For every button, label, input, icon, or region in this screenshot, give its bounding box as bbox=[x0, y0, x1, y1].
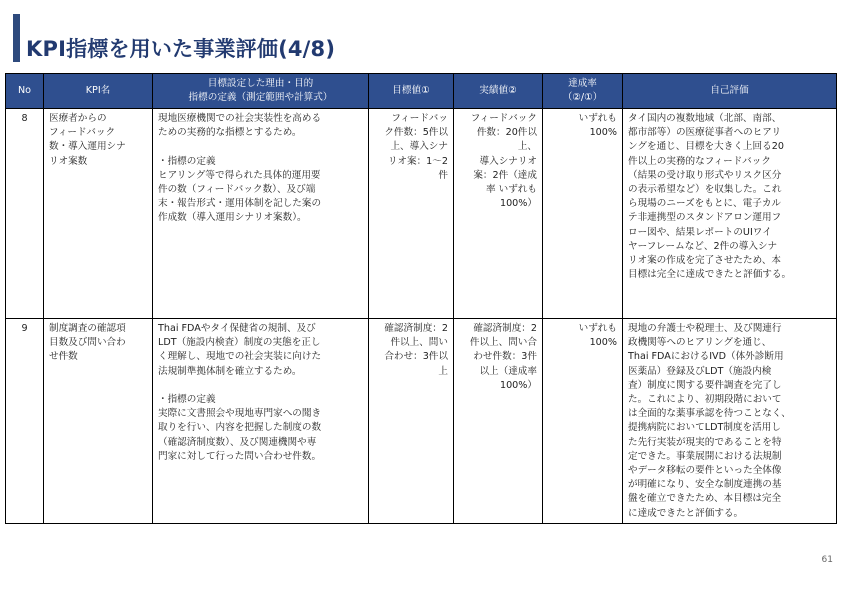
table-row bbox=[6, 109, 837, 319]
actual-value-cell: フィードバック 件数：20件以上、 導入シナリオ 案：2件（達成 率 いずれも 100%） bbox=[454, 109, 543, 319]
row-number: 8 bbox=[6, 109, 44, 319]
title-accent-bar bbox=[13, 14, 20, 62]
header-reason-definition: 目標設定した理由・目的 指標の定義（測定範囲や計算式） bbox=[153, 74, 369, 109]
self-evaluation-cell: タイ国内の複数地域（北部、南部、 都市部等）の医療従事者へのヒアリ ングを通じ、目標を大きく上回る20 件以上の実務的なフィードバック （結果の受け取り形式やリスク区分 の表示希望など）を収集した。これ ら現場のニーズをもとに、電子カル テ非連携型のスタンドアロン運用フ ロー図や、結果レポートのUIワイ ヤーフレームなど、2件の導入シナ リオ案の作成を完了させたため、本 目標は完全に達成できたと評価する。 bbox=[623, 109, 837, 319]
achievement-rate-cell: いずれも 100% bbox=[543, 319, 623, 524]
header-kpi-name: KPI名 bbox=[44, 74, 153, 109]
table-header-row bbox=[6, 74, 837, 109]
reason-definition-cell: Thai FDAやタイ保健省の規制、及び LDT（施設内検査）制度の実態を正し く理解し、現地での社会実装に向けた 法規制準拠体制を確立するため。 ・指標の定義 実際に文書照会や現地専門家への聞き 取りを行い、内容を把握した制度の数 （確認済制度数）、及び関連機関や専 門家に対して行った問い合わせ件数。 bbox=[153, 319, 369, 524]
header-achievement-rate: 達成率 （②/①） bbox=[543, 74, 623, 109]
achievement-rate-cell: いずれも 100% bbox=[543, 109, 623, 319]
reason-definition-cell: 現地医療機関での社会実装性を高める ための実務的な指標とするため。 ・指標の定義 ヒアリング等で得られた具体的運用要 件の数（フィードバック数）、及び端 末・報告形式・運用体制を記した案の 作成数（導入運用シナリオ案数）。 bbox=[153, 109, 369, 319]
actual-value-cell: 確認済制度：2 件以上、問い合 わせ件数：3件 以上（達成率 100%） bbox=[454, 319, 543, 524]
kpi-name-cell: 医療者からの フィードバック 数・導入運用シナ リオ案数 bbox=[44, 109, 153, 319]
target-value-cell: フィードバッ ク件数：5件以 上、導入シナ リオ案：1～2 件 bbox=[369, 109, 454, 319]
self-evaluation-cell: 現地の弁護士や税理士、及び関連行 政機関等へのヒアリングを通じ、 Thai FDAにおけるIVD（体外診断用 医薬品）登録及びLDT（施設内検 査）制度に関する要件調査を完了し た。これにより、初期段階において は全面的な薬事承認を待つことなく、 提携病院においてLDT制度を活用し た先行実装が現実的であることを特 定できた。事業展開における法規制 やデータ移転の要件といった全体像 が明確になり、安全な制度連携の基 盤を確立できたため、本目標は完全 に達成できたと評価する。 bbox=[623, 319, 837, 524]
header-target-value: 目標値① bbox=[369, 74, 454, 109]
page-number: 61 bbox=[821, 555, 833, 565]
kpi-name-cell: 制度調査の確認項 目数及び問い合わ せ件数 bbox=[44, 319, 153, 524]
page-title: KPI指標を用いた事業評価(4/8) bbox=[26, 37, 336, 61]
kpi-evaluation-table bbox=[5, 73, 837, 524]
target-value-cell: 確認済制度：2 件以上、問い 合わせ：3件以 上 bbox=[369, 319, 454, 524]
header-self-evaluation: 自己評価 bbox=[623, 74, 837, 109]
row-number: 9 bbox=[6, 319, 44, 524]
header-no: No bbox=[6, 74, 44, 109]
header-actual-value: 実績値② bbox=[454, 74, 543, 109]
table-row bbox=[6, 319, 837, 524]
